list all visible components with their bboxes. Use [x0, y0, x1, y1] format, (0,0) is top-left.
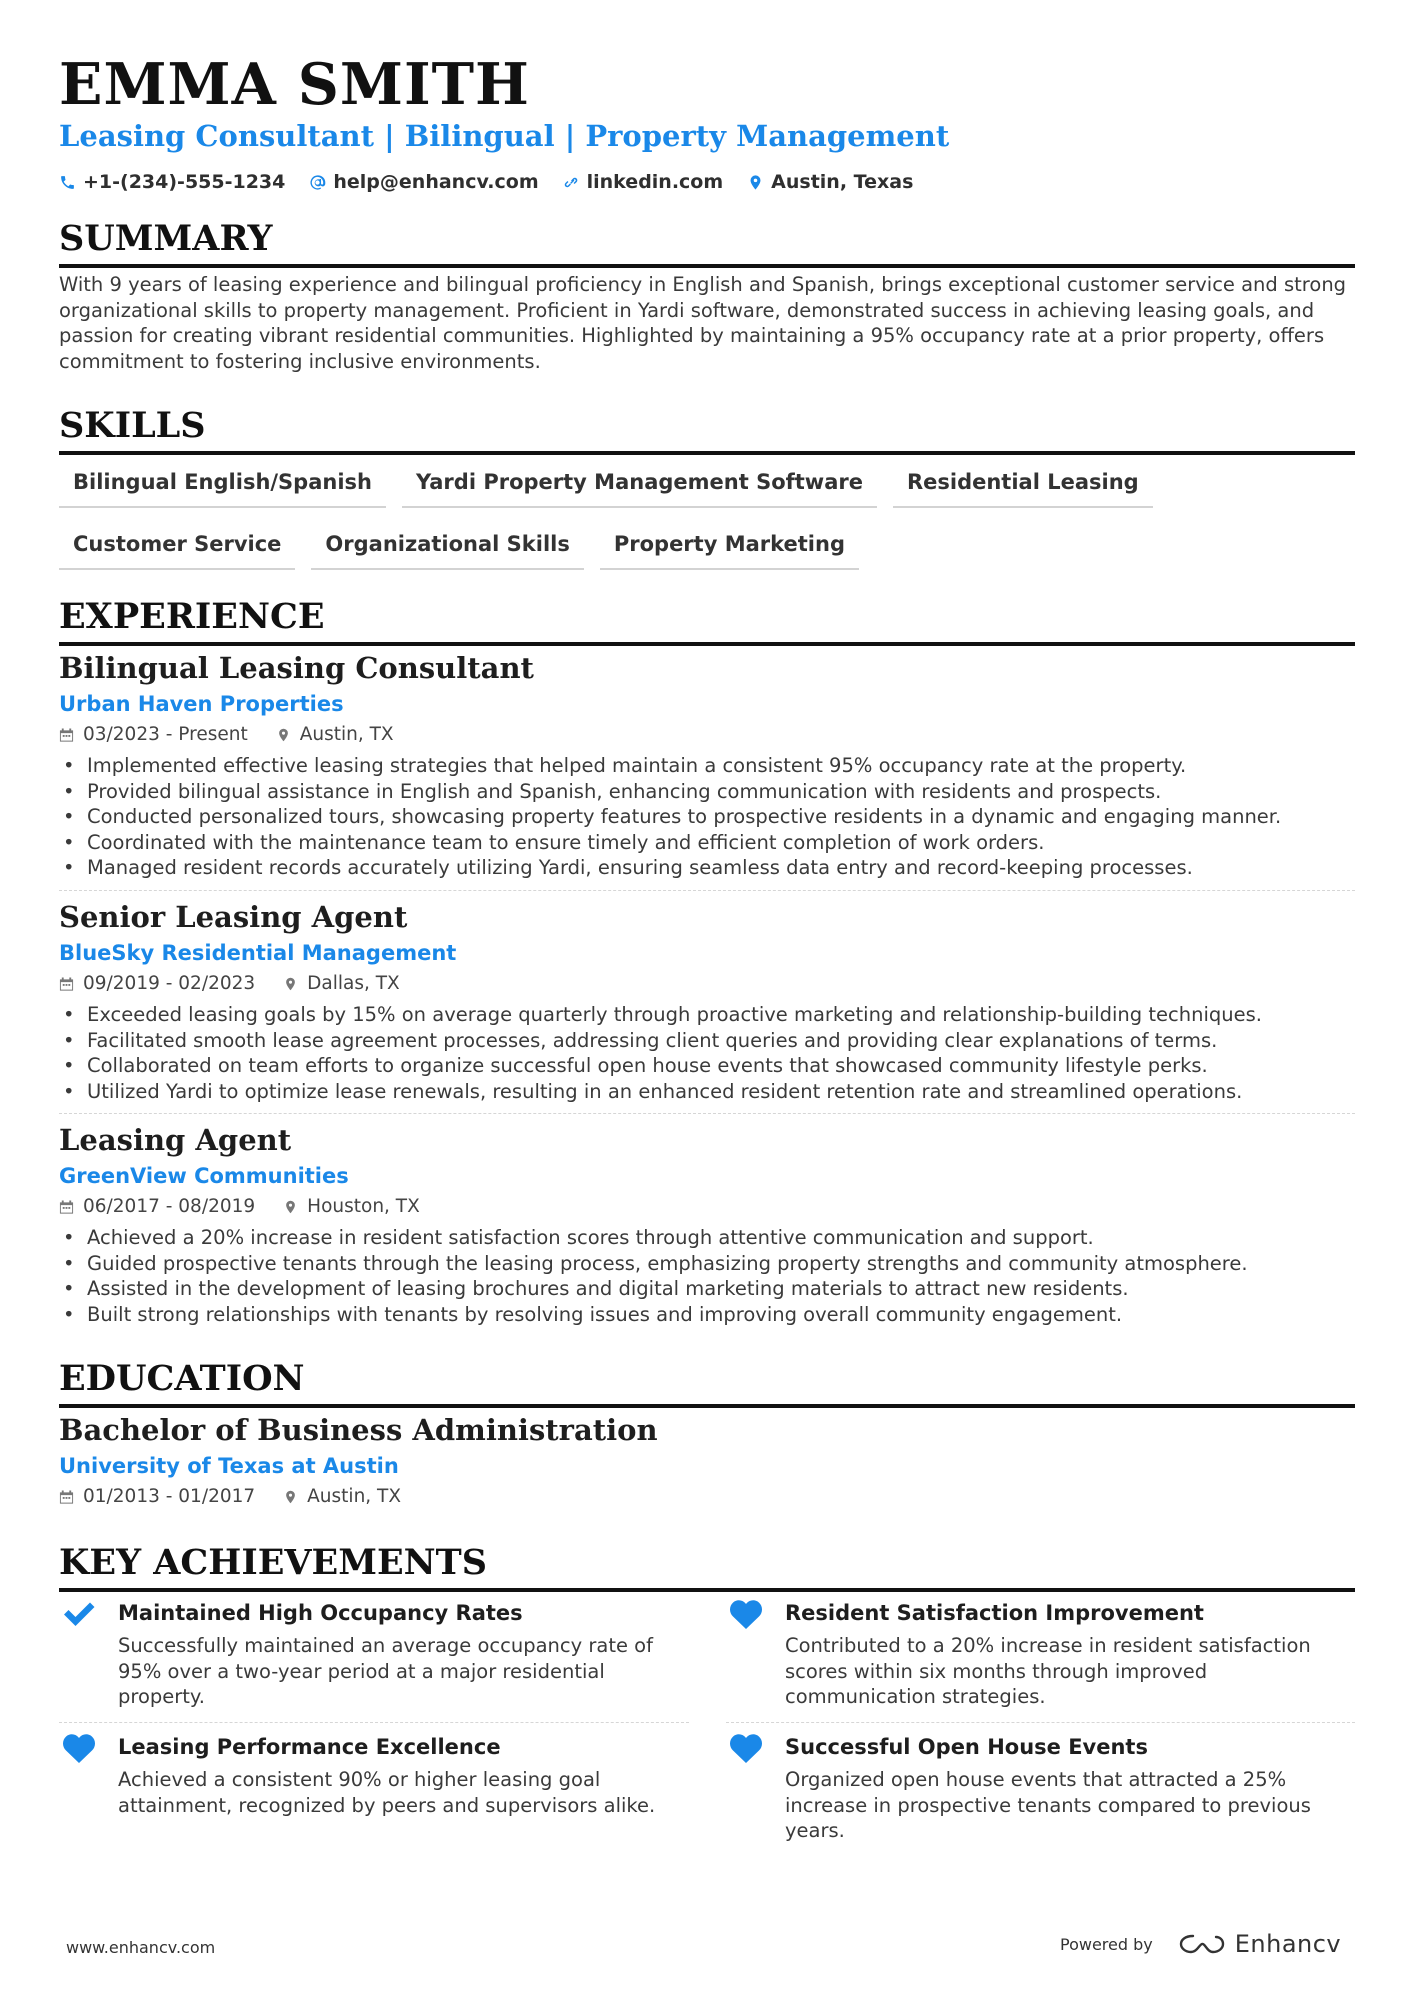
location-text: Houston, TX [307, 1196, 420, 1217]
skill-tag: Customer Service [59, 524, 295, 570]
achievement-description: Organized open house events that attracted a 25% increase in prospective tenants compared to previous years. [785, 1768, 1311, 1842]
experience-heading: EXPERIENCE [59, 594, 1355, 646]
achievement-description: Achieved a consistent 90% or higher leasing goal attainment, recognized by peers and supervisors alike. [118, 1768, 656, 1817]
phone-icon [59, 174, 76, 191]
bullet-item: • Collaborated on team efforts to organize successful open house events that showcased community lifestyle perks. [59, 1053, 1355, 1079]
bullet-item: • Conducted personalized tours, showcasing property features to prospective residents in a dynamic and engaging manner. [59, 804, 1355, 830]
contact-location [747, 168, 913, 196]
skill-tag: Property Marketing [600, 524, 859, 570]
bullet-item: • Built strong relationships with tenants by resolving issues and improving overall community engagement. [59, 1302, 1355, 1328]
bullet-list [59, 1225, 1355, 1327]
footer-website-link[interactable]: www.enhancv.com [66, 1938, 216, 1957]
location-pin-icon [283, 976, 298, 992]
experience-entry [59, 649, 1355, 881]
degree-title: Bachelor of Business Administration [59, 1413, 658, 1447]
achievements-heading: KEY ACHIEVEMENTS [59, 1540, 1355, 1592]
date-text: 01/2013 - 01/2017 [83, 1486, 256, 1507]
school-name[interactable]: University of Texas at Austin [59, 1454, 399, 1478]
date-text: 06/2017 - 08/2019 [83, 1196, 256, 1217]
heart-icon [61, 1731, 97, 1765]
achievement-title: Successful Open House Events [785, 1735, 1148, 1759]
entry-divider [59, 1113, 1355, 1114]
bullet-item: • Assisted in the development of leasing brochures and digital marketing materials to attract new residents. [59, 1276, 1355, 1302]
candidate-name: EMMA SMITH [59, 51, 530, 118]
job-title: Bilingual Leasing Consultant [59, 651, 534, 685]
link-icon [563, 174, 580, 191]
contact-email[interactable] [309, 168, 538, 196]
contact-linkedin[interactable] [563, 168, 724, 196]
job-meta [59, 721, 1355, 749]
date-text: 03/2023 - Present [83, 724, 248, 745]
achievement-description: Successfully maintained an average occupancy rate of 95% over a two-year period at a major residential property. [118, 1634, 653, 1708]
bullet-item: • Exceeded leasing goals by 15% on average quarterly through proactive marketing and relationship-building techniques. [59, 1002, 1355, 1028]
calendar-icon [59, 727, 74, 743]
summary-heading: SUMMARY [59, 216, 1355, 268]
bullet-item: • Implemented effective leasing strategies that helped maintain a consistent 95% occupancy rate at the property. [59, 753, 1355, 779]
achievement-title: Leasing Performance Excellence [118, 1735, 501, 1759]
date-range [59, 721, 248, 749]
company-name[interactable]: BlueSky Residential Management [59, 941, 457, 965]
education-location [283, 1483, 401, 1511]
skill-tag: Yardi Property Management Software [402, 462, 877, 508]
date-text: 09/2019 - 02/2023 [83, 973, 256, 994]
contact-linkedin-text: linkedin.com [586, 171, 724, 193]
bullet-item: • Guided prospective tenants through the leasing process, emphasizing property strengths and community atmosphere. [59, 1251, 1355, 1277]
job-meta [59, 970, 1355, 998]
contact-bar [59, 168, 937, 196]
calendar-icon [59, 1489, 74, 1505]
skill-tag: Organizational Skills [311, 524, 583, 570]
company-name[interactable]: Urban Haven Properties [59, 692, 344, 716]
bullet-list [59, 753, 1355, 881]
location-pin-icon [283, 1489, 298, 1505]
location-pin-icon [747, 174, 764, 191]
achievement-description: Contributed to a 20% increase in resident satisfaction scores within six months through improved communication strategies. [785, 1634, 1311, 1708]
job-location [283, 970, 400, 998]
bullet-item: • Managed resident records accurately utilizing Yardi, ensuring seamless data entry and record-keeping processes. [59, 855, 1355, 881]
contact-email-text: help@enhancv.com [333, 171, 539, 193]
location-text: Austin, TX [307, 1486, 402, 1507]
bullet-item: • Utilized Yardi to optimize lease renewals, resulting in an enhanced resident retention rate and streamlined operations. [59, 1079, 1355, 1105]
skill-tag: Residential Leasing [893, 462, 1153, 508]
experience-entry [59, 898, 1355, 1104]
skills-heading: SKILLS [59, 403, 1355, 455]
contact-phone-text: +1-(234)-555-1234 [83, 171, 286, 193]
location-text: Austin, TX [299, 724, 394, 745]
footer-branding [1060, 1930, 1341, 1958]
bullet-item: • Provided bilingual assistance in English and Spanish, enhancing communication with residents and prospects. [59, 779, 1355, 805]
job-title: Leasing Agent [59, 1123, 292, 1157]
experience-entry [59, 1121, 1355, 1327]
enhancv-logo-icon [1179, 1931, 1225, 1957]
company-name[interactable]: GreenView Communities [59, 1164, 349, 1188]
skill-tag: Bilingual English/Spanish [59, 462, 386, 508]
summary-text: With 9 years of leasing experience and bilingual proficiency in English and Spanish, brings exceptional customer service and strong organizational skills to property management. Proficient in Yardi software, demonstrated success in achieving leasing goals, and passion for creating vibrant residential communities. Highlighted by maintaining a 95% occupancy rate at a prior property, offers commitment to fostering inclusive environments. [59, 273, 1347, 373]
contact-phone[interactable] [59, 168, 285, 196]
job-location [283, 1193, 420, 1221]
education-heading: EDUCATION [59, 1356, 1355, 1408]
heart-icon [728, 1731, 764, 1765]
at-icon [309, 174, 326, 191]
education-meta [59, 1483, 1355, 1511]
bullet-item: • Coordinated with the maintenance team to ensure timely and efficient completion of work orders. [59, 830, 1355, 856]
bullet-list [59, 1002, 1355, 1104]
achievement-title: Maintained High Occupancy Rates [118, 1601, 523, 1625]
bullet-item: • Achieved a 20% increase in resident satisfaction scores through attentive communication and support. [59, 1225, 1355, 1251]
achievement-divider [726, 1722, 1355, 1723]
achievement-title: Resident Satisfaction Improvement [785, 1601, 1204, 1625]
job-meta [59, 1193, 1355, 1221]
headline: Leasing Consultant | Bilingual | Property Management [59, 119, 950, 153]
calendar-icon [59, 1199, 74, 1215]
skills-list [59, 462, 1355, 586]
contact-location-text: Austin, Texas [771, 171, 914, 193]
brand-name[interactable]: Enhancv [1234, 1930, 1342, 1958]
checkmark-icon [61, 1597, 97, 1631]
job-title: Senior Leasing Agent [59, 900, 408, 934]
date-range [59, 1193, 255, 1221]
powered-by-label: Powered by [1060, 1934, 1153, 1954]
location-pin-icon [283, 1199, 298, 1215]
calendar-icon [59, 976, 74, 992]
achievement-divider [59, 1722, 689, 1723]
heart-icon [728, 1597, 764, 1631]
date-range [59, 1483, 255, 1511]
location-text: Dallas, TX [307, 973, 400, 994]
bullet-item: • Facilitated smooth lease agreement processes, addressing client queries and providing clear explanations of terms. [59, 1028, 1355, 1054]
job-location [276, 721, 394, 749]
date-range [59, 970, 255, 998]
entry-divider [59, 890, 1355, 891]
education-entry [59, 1411, 1355, 1511]
location-pin-icon [276, 727, 291, 743]
